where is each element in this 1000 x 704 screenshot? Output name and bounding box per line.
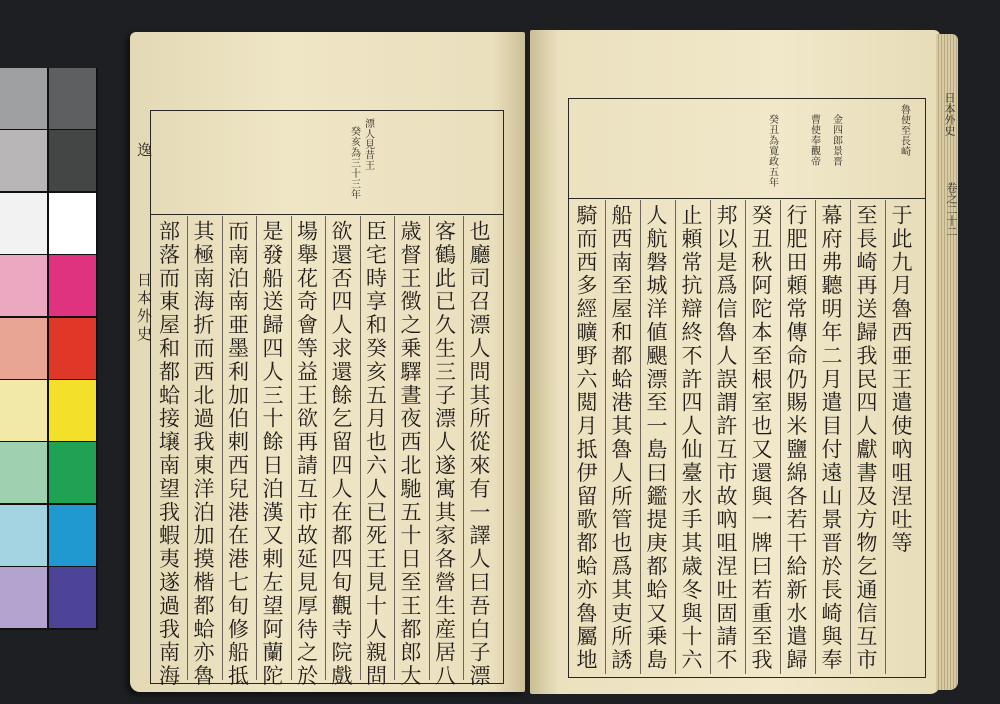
right-header-divider [568, 198, 926, 199]
text-column: 是發船送歸四人三十餘日泊漢又剌左望阿蘭陀 [260, 220, 284, 688]
gutter-title: 日本外史 [135, 272, 153, 344]
color-swatch [0, 68, 47, 129]
text-column: 止頼常抗辯終不許四人仙臺水手其歳冬與十六 [679, 204, 703, 672]
color-swatch [49, 193, 96, 254]
color-swatch [49, 130, 96, 191]
left-header-divider [150, 214, 504, 215]
edge-title: 卷之二十二 [945, 182, 958, 237]
header-note: 曹使奉觀帝 [808, 114, 820, 167]
column-rule [256, 216, 257, 680]
text-column: 邦以是爲信魯人誤謂許互市故吶咀涅吐固請不 [714, 204, 738, 672]
column-rule [222, 216, 223, 680]
color-swatch [0, 380, 47, 441]
color-swatch [49, 380, 96, 441]
edge-title: 日本外史 [943, 92, 956, 136]
column-rule [325, 216, 326, 680]
text-column: 欲還否四人求還餘乞留四人在都四旬觀寺院戲 [329, 220, 353, 688]
header-note: 漂人見昔王 [362, 118, 374, 171]
column-rule [675, 200, 676, 674]
left-page [130, 32, 525, 692]
column-rule [360, 216, 361, 680]
text-column: 場舉花奇會等益王欲再請互市故延見厚待之於 [294, 220, 319, 688]
column-rule [640, 200, 641, 674]
color-swatch [49, 68, 96, 129]
color-swatch [49, 442, 96, 503]
color-swatch [0, 442, 47, 503]
column-rule [187, 216, 188, 680]
color-swatch [49, 505, 96, 566]
column-rule [745, 200, 746, 674]
text-column: 船西南至屋和都蛤港其魯人所管也爲其吏所誘 [609, 204, 633, 672]
color-swatch [0, 130, 47, 191]
color-swatch [0, 255, 47, 316]
column-rule [850, 200, 851, 674]
header-note: 魯使至長崎 [898, 104, 910, 157]
column-rule [815, 200, 816, 674]
header-note: 癸亥為三十三年 [348, 126, 360, 200]
header-note: 金四郎景晋 [830, 114, 842, 167]
text-column: 臣宅時享和癸亥五月也六人已死王見十人親問 [363, 220, 388, 688]
column-rule [885, 200, 886, 674]
text-column: 其極南海折而西北過我東洋泊加摸楷都蛤亦魯 [191, 220, 215, 688]
text-column: 也廳司召漂人問其所從來有一譯人曰吾白子漂 [467, 220, 491, 688]
text-column: 癸丑秋阿陀本至根室也又還與一牌曰若重至我 [749, 204, 773, 672]
color-swatch [49, 567, 96, 628]
text-column: 人航磐城洋値颶漂至一島曰鑑提庚都蛤又乗島 [644, 204, 668, 672]
gutter-title: 逸 [135, 142, 153, 160]
color-swatch [0, 505, 47, 566]
column-rule [780, 200, 781, 674]
text-column: 行肥田頼常傳命仍賜米鹽綿各若干給新水遣歸 [784, 204, 808, 672]
color-calibration-strip [0, 68, 98, 630]
column-rule [291, 216, 292, 680]
color-swatch [49, 318, 96, 379]
text-column: 而南泊南亜墨利加伯剌西兒港在港七旬修船抵 [225, 220, 250, 688]
column-rule [394, 216, 395, 680]
column-rule [710, 200, 711, 674]
color-swatch [0, 193, 47, 254]
right-page [530, 30, 940, 694]
header-note: 癸丑為寛政五年 [766, 114, 778, 188]
text-column: 歳督王徴之乗驛晝夜西北馳五十日至王都郎大 [398, 220, 422, 688]
text-column: 騎而西多經曠野六閲月抵伊留歌都蛤亦魯屬地 [574, 204, 598, 672]
text-column: 幕府弗聽明年二月遣目付遠山景晋於長崎與奉 [819, 204, 843, 672]
text-column: 至長崎再送歸我民四人獻書及方物乞通信互市 [854, 204, 878, 672]
text-column: 部落而東屋和都蛤接壌南望我蝦夷遂過我南海 [156, 220, 181, 688]
text-column: 于此九月魯西亜王遣使吶咀涅吐等 [889, 204, 913, 555]
color-swatch [0, 318, 47, 379]
text-column: 客鶴此已久生三子漂人遂寓其家各營生産居八 [432, 220, 457, 688]
color-swatch [49, 255, 96, 316]
column-rule [429, 216, 430, 680]
color-swatch [0, 567, 47, 628]
column-rule [463, 216, 464, 680]
open-book [118, 22, 958, 698]
column-rule [605, 200, 606, 674]
